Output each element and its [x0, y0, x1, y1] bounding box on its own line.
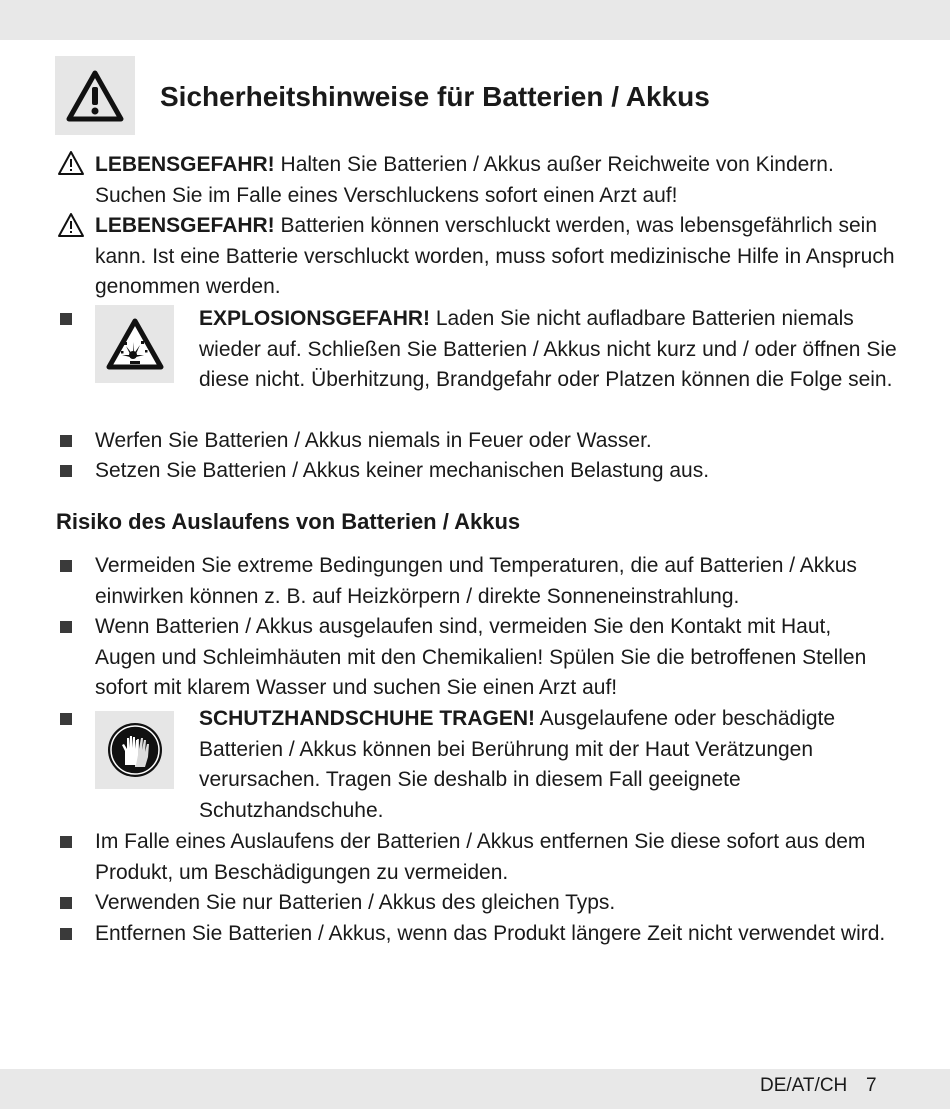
bullet-square	[60, 435, 72, 447]
gloves-icon	[95, 711, 174, 789]
bullet-square	[60, 621, 72, 633]
bullet-square	[60, 465, 72, 477]
warning-triangle-icon	[55, 56, 135, 135]
list-item: Im Falle eines Auslaufens der Batterien / Akkus entfernen Sie diese sofort aus dem Produkt, um Beschädigungen zu vermeiden.	[95, 830, 866, 884]
page-title: Sicherheitshinweise für Batterien / Akkus	[160, 81, 710, 112]
list-item: Entfernen Sie Batterien / Akkus, wenn das Produkt längere Zeit nicht verwendet wird.	[95, 922, 886, 945]
explosion-warning-icon	[95, 305, 174, 383]
page-number: 7	[866, 1075, 877, 1096]
footer-region: DE/AT/CH	[760, 1075, 848, 1096]
bullet-square	[60, 713, 72, 725]
section-heading: Risiko des Auslaufens von Batterien / Akkus	[56, 509, 521, 534]
list-item: LEBENSGEFAHR! Halten Sie Batterien / Akkus außer Reichweite von Kindern. Suchen Sie im Falle eines Verschluckens sofort einen Arzt auf!	[95, 153, 834, 207]
warning-label: LEBENSGEFAHR!	[95, 153, 275, 176]
list-item: Vermeiden Sie extreme Bedingungen und Temperaturen, die auf Batterien / Akkus einwirken können z. B. auf Heizkörpern / direkte Sonneneinstrahlung.	[95, 554, 857, 608]
list-item: SCHUTZHANDSCHUHE TRAGEN! Ausgelaufene oder beschädigte Batterien / Akkus können bei Berührung mit der Haut Verätzungen verursachen. Tragen Sie deshalb in diesem Fall geeignete Schutzhandschuhe.	[199, 707, 836, 822]
bullet-square	[60, 897, 72, 909]
warning-label: SCHUTZHANDSCHUHE TRAGEN!	[199, 707, 535, 730]
list-item: Setzen Sie Batterien / Akkus keiner mechanischen Belastung aus.	[95, 459, 710, 482]
top-bar	[0, 0, 950, 40]
bullet-square	[60, 313, 72, 325]
warning-label: LEBENSGEFAHR!	[95, 214, 275, 237]
list-item: LEBENSGEFAHR! Batterien können verschluckt werden, was lebensgefährlich sein kann. Ist eine Batterie verschluckt worden, muss sofort medizinische Hilfe in Anspruch genommen werden.	[95, 214, 895, 298]
warning-icon	[57, 212, 85, 238]
bullet-square	[60, 928, 72, 940]
list-item: EXPLOSIONSGEFAHR! Laden Sie nicht aufladbare Batterien niemals wieder auf. Schließen Sie Batterien / Akkus nicht kurz und / oder öffnen Sie diese nicht. Überhitzung, Brandgefahr oder Platzen können die Folge sein.	[199, 307, 897, 391]
list-item: Verwenden Sie nur Batterien / Akkus des gleichen Typs.	[95, 891, 616, 914]
bullet-square	[60, 560, 72, 572]
warning-icon	[57, 150, 85, 176]
list-item: Wenn Batterien / Akkus ausgelaufen sind, vermeiden Sie den Kontakt mit Haut, Augen und Schleimhäuten mit den Chemikalien! Spülen Sie die betroffenen Stellen sofort mit klarem Wasser und suchen Sie einen Arzt auf!	[95, 615, 867, 699]
bullet-square	[60, 836, 72, 848]
list-item: Werfen Sie Batterien / Akkus niemals in Feuer oder Wasser.	[95, 429, 652, 452]
warning-label: EXPLOSIONSGEFAHR!	[199, 307, 431, 330]
